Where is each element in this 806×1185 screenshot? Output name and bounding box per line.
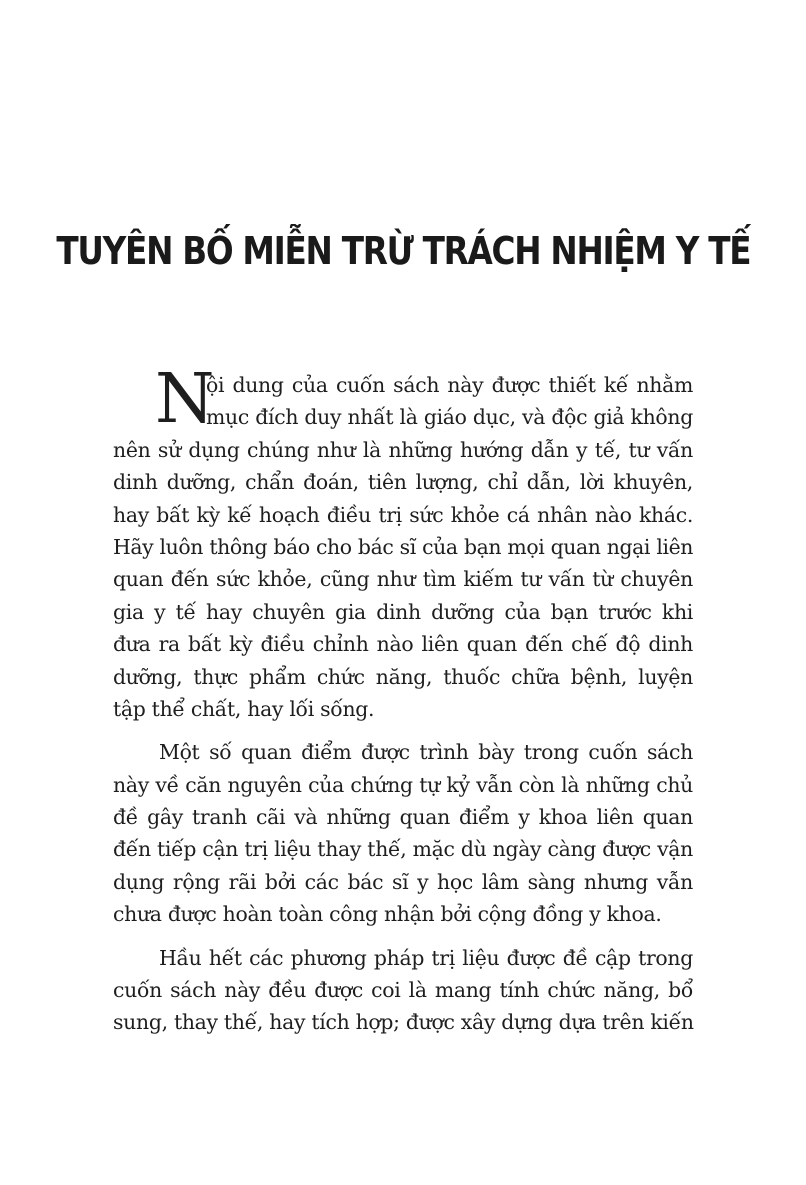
text-line: đề gây tranh cãi và những quan điểm y khoa liên quan [113,805,693,830]
paragraph-3 [113,942,693,1039]
text-line: cuốn sách này đều được coi là mang tính chức năng, bổ [113,978,693,1003]
text-line: dụng rộng rãi bởi các bác sĩ y học lâm sàng nhưng vẫn [113,869,693,894]
paragraph-gap [113,931,693,942]
text-line: dưỡng, thực phẩm chức năng, thuốc chữa bệnh, luyện [113,664,693,689]
text-line: tập thể chất, hay lối sống. [113,696,375,721]
text-line: Hầu hết các phương pháp trị liệu được đề cập trong [159,945,693,970]
text-line: Một số quan điểm được trình bày trong cuốn sách [159,740,693,765]
text-line: nên sử dụng chúng như là những hướng dẫn y tế, tư vấn [113,437,693,462]
text-line: này về căn nguyên của chứng tự kỷ vẫn còn là những chủ [113,772,693,797]
text-line: hay bất kỳ kế hoạch điều trị sức khỏe cá nhân nào khác. [113,502,693,527]
paragraph-2 [113,736,693,930]
body-text [113,360,694,1039]
text-line: chưa được hoàn toàn công nhận bởi cộng đồng y khoa. [113,902,662,927]
page-title: TUYÊN BỐ MIỄN TRỪ TRÁCH NHIỆM Y TẾ [56,229,751,273]
paragraph-1 [113,360,693,725]
text-line: quan đến sức khỏe, cũng như tìm kiếm tư vấn từ chuyên [113,567,693,592]
text-line: dinh dưỡng, chẩn đoán, tiên lượng, chỉ dẫn, lời khuyên, [113,470,693,495]
text-line: mục đích duy nhất là giáo dục, và độc giả không [206,405,693,430]
text-line: đến tiếp cận trị liệu thay thế, mặc dù ngày càng được vận [113,837,693,862]
paragraph-gap [113,725,693,736]
drop-cap: N [155,360,215,439]
text-line: đưa ra bất kỳ điều chỉnh nào liên quan đến chế độ dinh [113,632,693,657]
text-line: gia y tế hay chuyên gia dinh dưỡng của bạn trước khi [113,599,693,624]
text-line: sung, thay thế, hay tích hợp; được xây dựng dựa trên kiến [113,1010,694,1035]
text-line: ội dung của cuốn sách này được thiết kế nhằm [206,373,693,397]
text-line: Hãy luôn thông báo cho bác sĩ của bạn mọi quan ngại liên [113,534,693,559]
